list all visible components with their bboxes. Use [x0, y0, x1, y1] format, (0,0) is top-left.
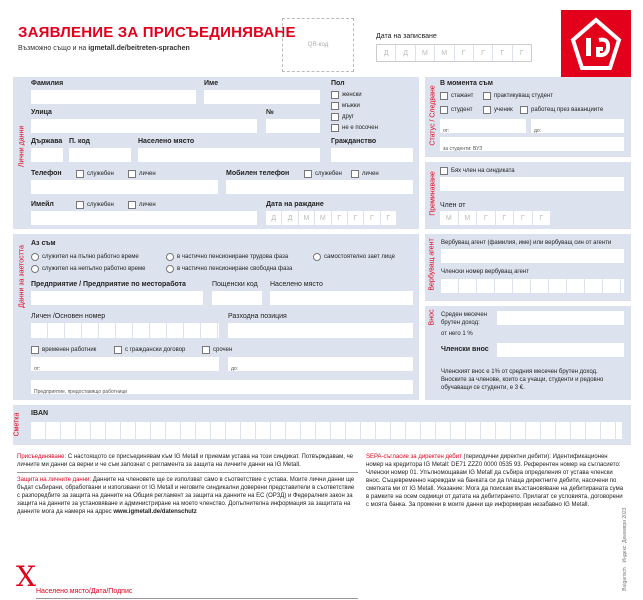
section-label-account: Сметка	[13, 412, 21, 437]
status-heading: В момента съм	[440, 80, 493, 87]
status-holiday-worker-option[interactable]: работещ през ваканциите	[520, 106, 603, 114]
city-label: Населено място	[138, 138, 195, 145]
privacy-title: Защита на личните данни:	[17, 477, 92, 483]
self-employed-option[interactable]: самостоятелно зает лице	[313, 253, 395, 261]
subtitle-prefix: Възможно също и на	[18, 45, 89, 52]
date-box: М	[416, 45, 435, 61]
date-box: Г	[348, 211, 364, 225]
date-box: Д	[377, 45, 396, 61]
gender-unspecified-option[interactable]: не е посочен	[331, 124, 378, 132]
mobile-private-option[interactable]: личен	[351, 170, 379, 178]
iban-input[interactable]	[31, 422, 622, 439]
join-statement	[17, 453, 358, 469]
birthdate-label: Дата на раждане	[266, 201, 324, 208]
lending-company-input[interactable]	[31, 380, 413, 394]
salary-grade-label: Разходна позиция	[228, 313, 287, 320]
house-number-label: №	[266, 109, 274, 116]
personnel-number-input[interactable]	[31, 323, 219, 338]
gender-label: Пол	[331, 80, 345, 87]
mobile-input[interactable]	[226, 180, 413, 194]
country-input[interactable]	[31, 148, 63, 162]
date-box: Г	[474, 45, 493, 61]
last-name-input[interactable]	[31, 90, 196, 104]
recruiter-name-label: Вербуващ агент (фамилия, име) или вербуващ син от агенти	[441, 240, 612, 246]
phone-work-option[interactable]: служебен	[76, 170, 114, 178]
birthdate-input[interactable]	[266, 211, 396, 225]
sepa-title: SEPA-съгласие за директен дебит	[366, 454, 462, 460]
date-box: Г	[332, 211, 348, 225]
company-city-input[interactable]	[270, 291, 413, 305]
gross-income-input[interactable]	[497, 311, 624, 325]
form-subtitle	[18, 45, 190, 52]
phone-private-option[interactable]: личен	[128, 170, 156, 178]
section-label-personal: Лични данни	[18, 125, 26, 168]
date-box: Г	[386, 214, 391, 222]
status-from-input[interactable]	[440, 119, 526, 133]
fixed-term-option[interactable]: срочен	[202, 346, 232, 354]
sepa-statement	[366, 453, 624, 509]
house-number-input[interactable]	[266, 119, 320, 133]
member-fee-label: Членски внос	[441, 346, 489, 353]
citizenship-label: Гражданство	[331, 138, 377, 145]
iban-label: IBAN	[31, 410, 49, 417]
subtitle-link[interactable]: igmetall.de/beitreten-sprachen	[88, 45, 190, 52]
member-fee-input[interactable]	[497, 343, 624, 357]
email-private-option[interactable]: личен	[128, 201, 156, 209]
gender-other-option[interactable]: друг	[331, 113, 354, 121]
section-label-status: Статус / Следване	[429, 85, 437, 146]
first-name-input[interactable]	[204, 90, 320, 104]
entry-date-label: Дата на записване	[376, 33, 437, 40]
parttime-option[interactable]: служител на непълно работно време	[31, 265, 145, 273]
street-label: Улица	[31, 109, 52, 116]
date-box: Г	[519, 49, 524, 57]
date-box: М	[459, 211, 478, 225]
from-label: от:	[443, 128, 450, 134]
date-box: Г	[496, 211, 515, 225]
date-box: М	[440, 211, 459, 225]
city-input[interactable]	[138, 148, 320, 162]
section-label-work: Данни за заетостта	[18, 245, 26, 308]
status-intern-option[interactable]: стажант	[440, 92, 473, 100]
citizenship-input[interactable]	[331, 148, 413, 162]
company-postcode-label: Пощенски код	[212, 281, 258, 288]
civil-contract-option[interactable]: с граждански договор	[114, 346, 185, 354]
member-since-label: Член от	[440, 202, 466, 209]
gender-male-option[interactable]: мъжки	[331, 102, 360, 110]
study-note: за студенти: ВУЗ	[443, 146, 483, 152]
date-box: М	[435, 45, 454, 61]
email-input[interactable]	[31, 211, 257, 225]
street-input[interactable]	[31, 119, 257, 133]
from-label: от:	[34, 366, 41, 372]
company-postcode-input[interactable]	[212, 291, 262, 305]
to-label: до:	[231, 366, 239, 372]
section-label-membership: Преминаване	[429, 171, 437, 216]
date-box: Д	[266, 211, 282, 225]
status-pupil-option[interactable]: ученик	[483, 106, 513, 114]
status-practicing-student-option[interactable]: практикуващ студент	[483, 92, 553, 100]
date-box: Г	[455, 45, 474, 61]
recruiter-number-label: Членски номер вербуващ агент	[441, 269, 529, 275]
date-box: Г	[539, 214, 544, 222]
postcode-label: П. код	[69, 138, 90, 145]
privacy-text: Данните на членовете ще се използват само в съответствие с устава. Моите лични данни ще бъдат събирани, обработвани и използвани от IG Metall и неговите синдикални доверени представители в съответствие с разпоредбите за защита на данните на Общия регламент за защита на данните на ЕС (ОРЗД) и Федералния закон за защита на данните за установяване и администриране на моето членство. Допълнителна информация за защитата на данните мога да намеря на адрес	[17, 477, 355, 515]
signature-line	[36, 598, 358, 599]
work-from-input[interactable]	[31, 357, 219, 371]
status-to-input[interactable]	[531, 119, 624, 133]
mobile-work-option[interactable]: служебен	[304, 170, 342, 178]
partial-retirement-work-option[interactable]: в частично пенсиониране трудова фаза	[166, 253, 288, 261]
privacy-link[interactable]: www.igmetall.de/datenschutz	[113, 509, 197, 515]
work-to-input[interactable]	[228, 357, 413, 371]
recruiter-number-input[interactable]	[441, 279, 624, 293]
study-institution-input[interactable]	[440, 137, 624, 151]
former-union-input[interactable]	[440, 177, 624, 191]
sepa-text: (периодични директни дебити): Идентификационен номер на кредитора IG Metall: DE71 ZZZ0 0000 0535 93. Референтен номер на съгласието: Членски номер 01. Упълномощавам IG Metall да събира определения от устава членски внос. Същевременно нареждам на банката си да плаща директните дебити, насочени по сметката ми от IG Metall. Указание: Мога да поискам възстановяване на дебитираната сума в рамките на осем седмици от датата на дебитирането. Прилагат се условията, договорени с моята банка. За промени в моите данни ще информирам незабавно IG Metall.	[366, 454, 624, 508]
signature-label: Населено място/Дата/Подпис	[36, 588, 133, 595]
of-which-label: от него 1 %	[441, 331, 473, 337]
postcode-input[interactable]	[69, 148, 131, 162]
date-box: Д	[282, 211, 298, 225]
fee-note: Членският внос е 1% от средния месечен брутен доход. Вноските за членове, които са учащи, студенти и редовно обучаващи се студенти, е 3 €.	[441, 369, 604, 391]
lending-company-label: Предприятие, предоставящо работници	[34, 389, 128, 395]
join-title: Присъединяване:	[17, 454, 67, 460]
country-label: Държава	[31, 138, 63, 145]
date-box: Д	[396, 45, 415, 61]
gross-income-label: Среден месечен брутен доход:	[441, 312, 488, 326]
date-box: Г	[364, 211, 380, 225]
member-since-input[interactable]	[440, 211, 550, 225]
date-box: Г	[493, 45, 512, 61]
company-label: Предприятие / Предприятие по месторабота	[31, 281, 186, 288]
partial-retirement-free-option[interactable]: в частично пенсиониране свободна фаза	[166, 265, 292, 273]
footer-divider	[17, 472, 358, 473]
recruiter-name-input[interactable]	[441, 249, 624, 263]
date-box: Г	[514, 211, 533, 225]
status-student-option[interactable]: студент	[440, 106, 473, 114]
first-name-label: Име	[204, 80, 219, 87]
section-label-recruiter: Вербуващ агент	[428, 238, 436, 291]
qr-code-placeholder: QR-код	[282, 18, 354, 72]
date-box: М	[315, 211, 331, 225]
revision-note: Индекс: Декември 2023	[622, 507, 628, 563]
i-am-label: Аз съм	[31, 240, 56, 247]
ig-metall-logo	[561, 10, 631, 80]
salary-grade-input[interactable]	[228, 323, 413, 338]
gender-female-option[interactable]: женски	[331, 91, 362, 99]
fulltime-option[interactable]: служител на пълно работно време	[31, 253, 139, 261]
former-member-option[interactable]: Бях член на синдиката	[440, 167, 515, 175]
phone-input[interactable]	[31, 180, 218, 194]
to-label: до:	[534, 128, 542, 134]
email-work-option[interactable]: служебен	[76, 201, 114, 209]
phone-label: Телефон	[31, 170, 62, 177]
form-title: ЗАЯВЛЕНИЕ ЗА ПРИСЪЕДИНЯВАНЕ	[18, 24, 296, 41]
last-name-label: Фамилия	[31, 80, 64, 87]
mobile-label: Мобилен телефон	[226, 170, 290, 177]
signature-mark: X	[16, 560, 36, 593]
join-text: С настоящото се присъединявам към IG Metall и приемам устава на този синдикат. Потвърждавам, че личните ми данни са верни и че съм запознат с регламента за защита на личните данни на IG Metall.	[17, 454, 354, 468]
personnel-number-label: Личен /Основен номер	[31, 313, 106, 320]
language-note: Bulgarisch	[622, 567, 628, 591]
entry-date-field[interactable]	[376, 44, 532, 62]
date-box: Г	[477, 211, 496, 225]
company-city-label: Населено място	[270, 281, 323, 288]
temp-worker-option[interactable]: временен работник	[31, 346, 96, 354]
company-input[interactable]	[31, 291, 203, 305]
section-label-fee: Внос	[428, 309, 436, 326]
date-box: М	[299, 211, 315, 225]
privacy-statement	[17, 476, 358, 516]
email-label: Имейл	[31, 201, 54, 208]
